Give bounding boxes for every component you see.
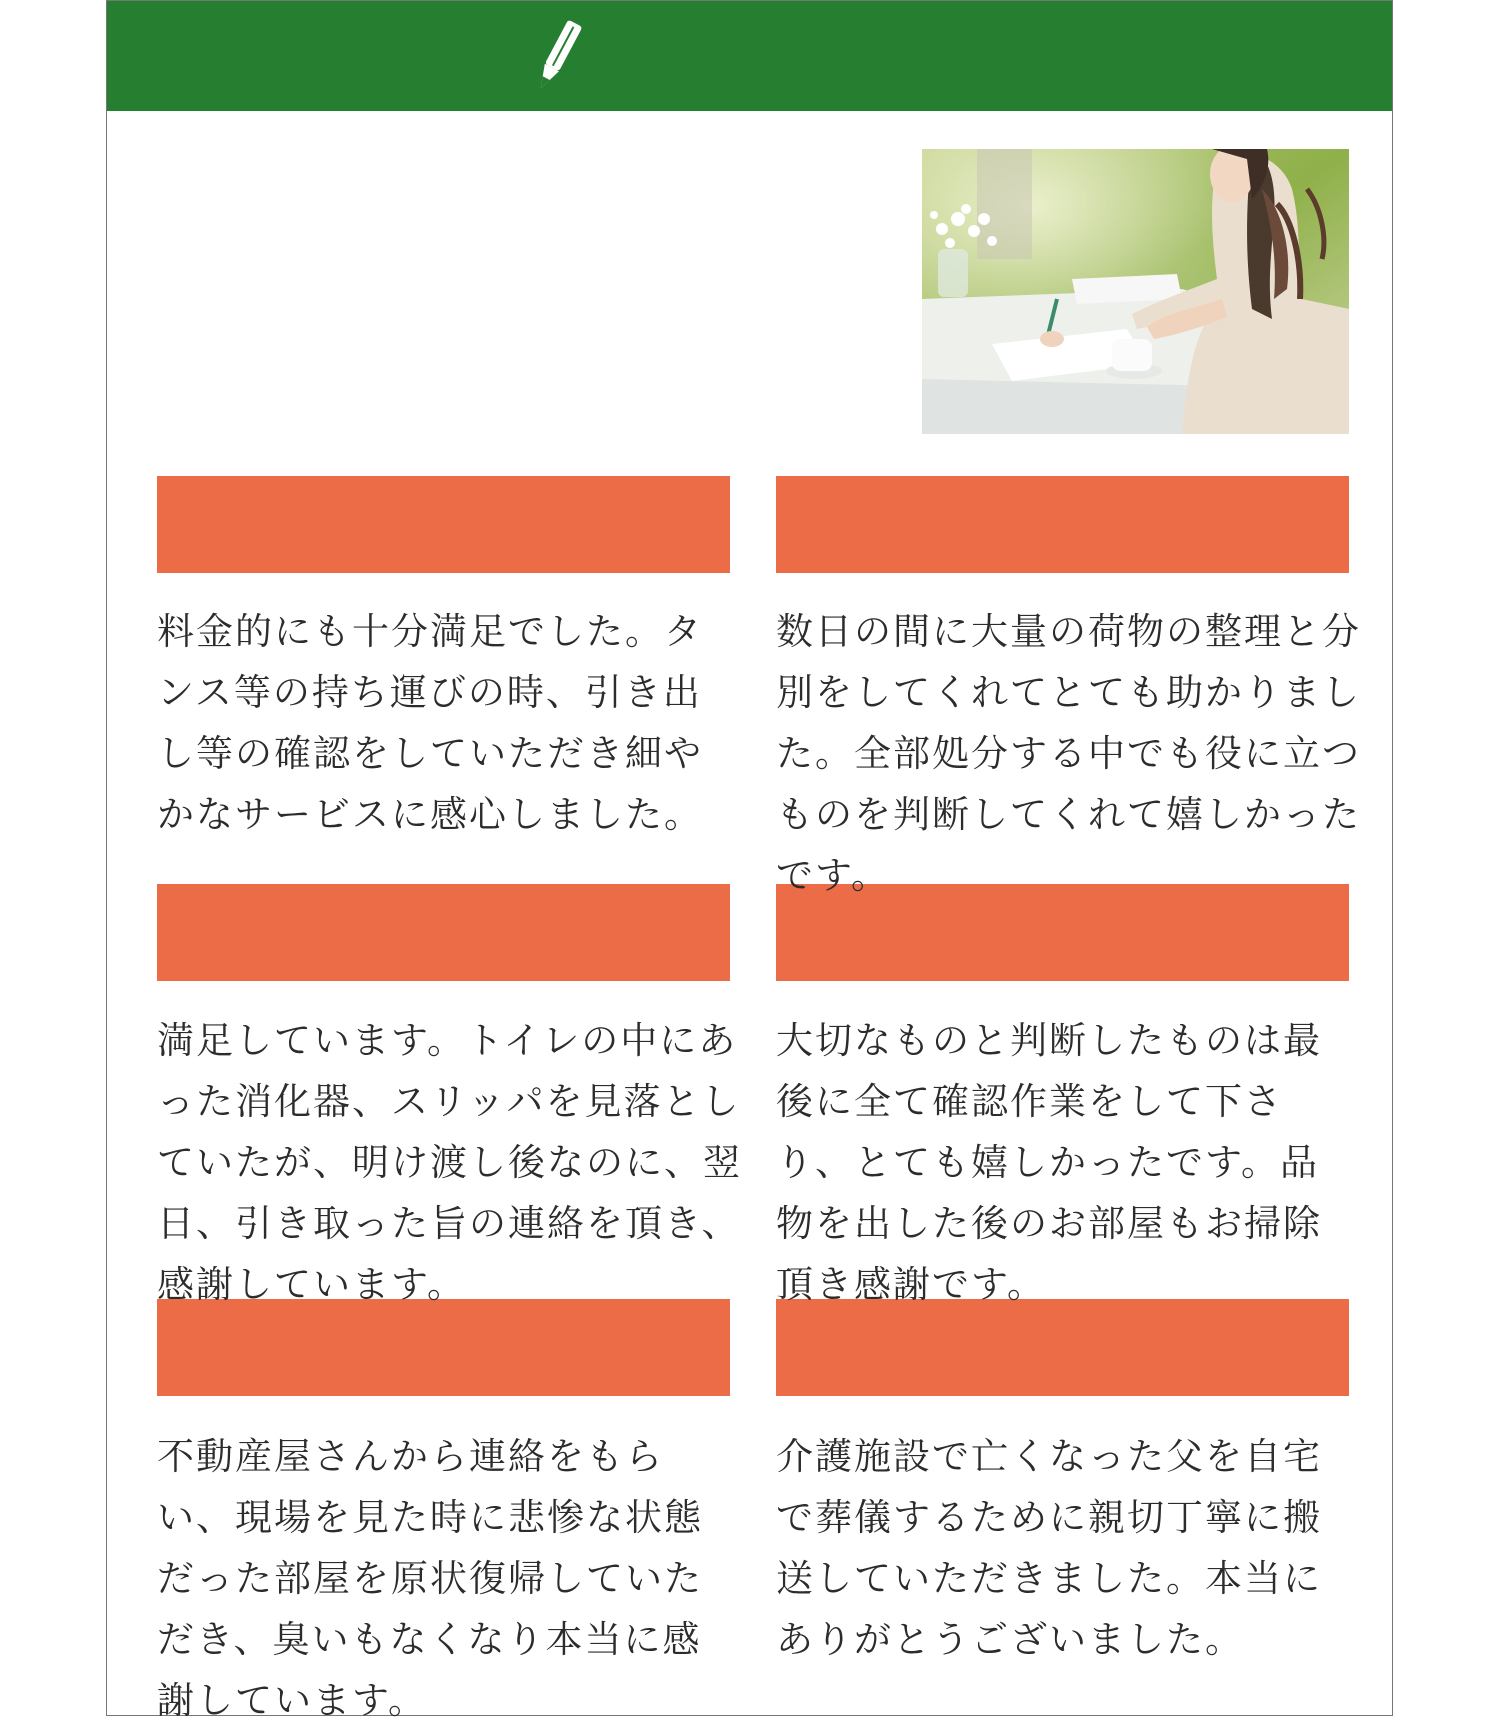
pencil-icon xyxy=(532,15,584,97)
testimonial-text-3: 満足しています。トイレの中にあった消化器、スリッパを見落としていたが、明け渡し後なのに、翌日、引き取った旨の連絡を頂き、感謝しています。 xyxy=(157,1019,742,1306)
woman-writing-photo xyxy=(922,149,1349,434)
testimonial-text-4: 大切なものと判断したものは最後に全て確認作業をして下さり、とても嬉しかったです。品物を出した後のお部屋もお掃除頂き感謝です。 xyxy=(776,1019,1322,1306)
testimonial-text-5: 不動産屋さんから連絡をもらい、現場を見た時に悲惨な状態だった部屋を原状復帰していただき、臭いもなくなり本当に感謝しています。 xyxy=(157,1435,703,1722)
testimonial-title-bar-3 xyxy=(157,884,730,981)
testimonial-text-2: 数日の間に大量の荷物の整理と分別をしてくれてとても助かりました。全部処分する中でも役に立つものを判断してくれて嬉しかったです。 xyxy=(776,610,1361,897)
testimonial-text-1: 料金的にも十分満足でした。タンス等の持ち運びの時、引き出し等の確認をしていただき細やかなサービスに感心しました。 xyxy=(157,610,703,836)
header-banner xyxy=(107,1,1392,111)
testimonial-title-bar-1 xyxy=(157,476,730,573)
testimonial-text-6: 介護施設で亡くなった父を自宅で葬儀するために親切丁寧に搬送していただきました。本当にありがとうございました。 xyxy=(776,1435,1322,1661)
testimonial-title-bar-2 xyxy=(776,476,1349,573)
testimonial-card xyxy=(106,0,1393,1722)
